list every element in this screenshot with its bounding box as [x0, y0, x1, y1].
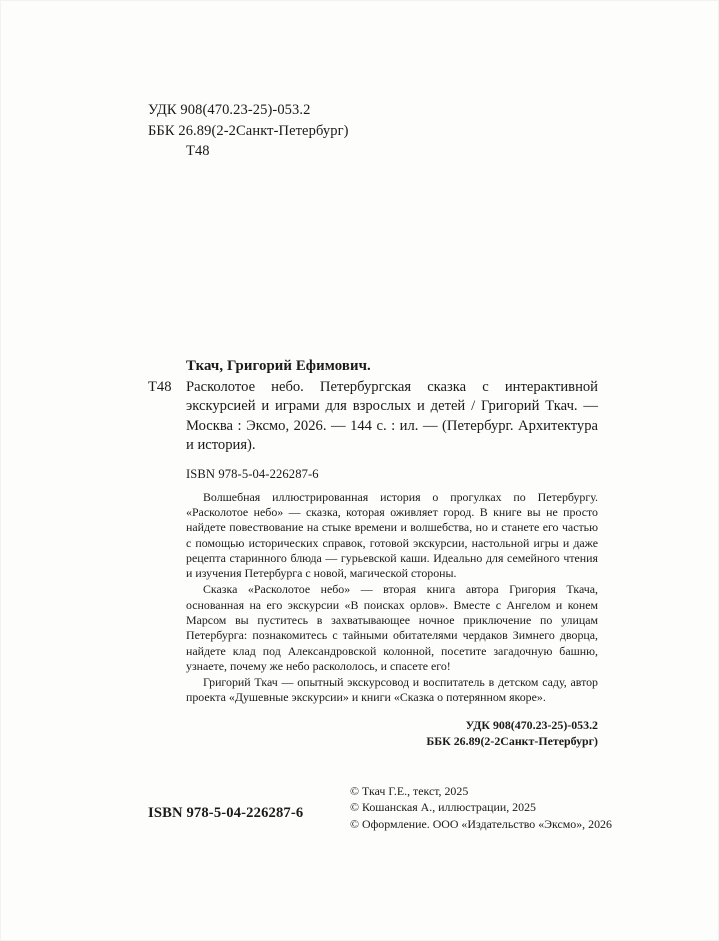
catalog-codes-block — [148, 100, 349, 162]
author-name: Ткач, Григорий Ефимович. — [186, 358, 371, 374]
udk-code-line: УДК 908(470.23-25)-053.2 — [148, 102, 311, 118]
annotation-paragraph-3: Григорий Ткач — опытный экскурсовод и воспитатель в детском саду, автор проекта «Душевные экскурсии» и книги «Сказка о потерянном якоре». — [186, 675, 598, 705]
record-description: Расколотое небо. Петербургская сказка с интерактивной экскурсией и играми для взрослых и детей / Григорий Ткач. — Москва : Эксмо, 2026. — 144 с. : ил. — (Петербург. Архитектура и история). — [186, 379, 598, 454]
bbk-code-repeat: ББК 26.89(2-2Санкт-Петербург) — [426, 733, 598, 748]
isbn-inline: ISBN 978-5-04-226287-6 — [186, 466, 319, 481]
record-description-row — [148, 378, 598, 456]
shelf-code-line: Т48 — [186, 143, 210, 160]
annotation-paragraph-2: Сказка «Расколотое небо» — вторая книга автора Григория Ткача, основанная на его экскурсии «В поисках орлов». Вместе с Ангелом и конем Марсом вы пуститесь в захватывающее ночное приключение по улицам Петербурга: познакомитесь с тайными обитателями чердаков Зимнего дворца, найдете клад под Александровской колонной, посетите загадочную башню, узнаете, почему же небо раскололось, и спасете его! — [186, 582, 598, 673]
annotation-block — [186, 490, 598, 706]
catalog-codes-repeat — [148, 718, 598, 750]
record-shelf-label: Т48 — [148, 379, 172, 395]
annotation-paragraph-1: Волшебная иллюстрированная история о прогулках по Петербургу. «Расколотое небо» — сказка, которая оживляет город. В книге вы не просто найдете повествование на стыке времени и волшебства, но и станете его частью с помощью исторических справок, готовой экскурсии, настольной игры и даже рецепта старинного блюда — гурьевской каши. Идеально для семейного чтения и изучения Петербурга с новой, магической стороны. — [186, 489, 598, 581]
copyright-block — [350, 783, 612, 832]
bbk-code-line: ББК 26.89(2-2Санкт-Петербург) — [148, 122, 349, 139]
bibliographic-record — [148, 358, 598, 749]
udk-code-repeat: УДК 908(470.23-25)-053.2 — [465, 717, 598, 732]
isbn-main: ISBN 978-5-04-226287-6 — [148, 805, 304, 821]
copyright-line-text: © Ткач Г.Е., текст, 2025 — [350, 784, 469, 798]
copyright-line-illustrations: © Кошанская А., иллюстрации, 2025 — [350, 800, 536, 815]
copyright-line-publisher: © Оформление. ООО «Издательство «Эксмо», 2026 — [350, 816, 612, 831]
